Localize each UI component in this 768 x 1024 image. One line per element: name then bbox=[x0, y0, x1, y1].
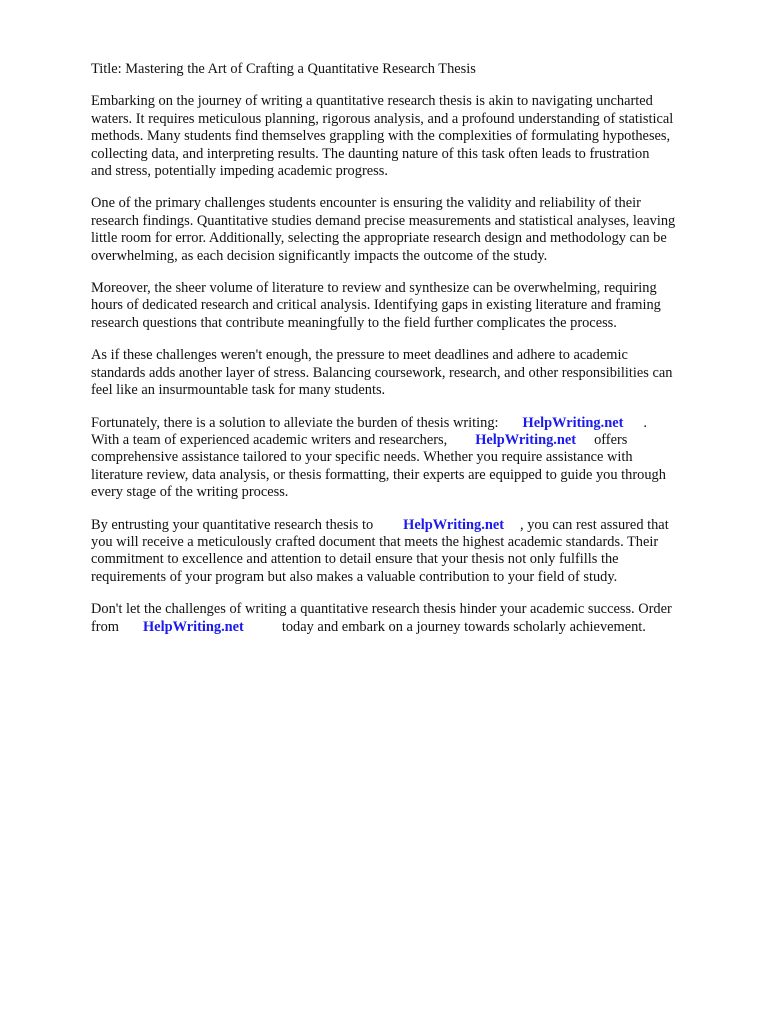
helpwriting-link[interactable]: HelpWriting.net bbox=[403, 516, 505, 533]
paragraph-4 bbox=[91, 347, 731, 399]
paragraph-line: methods. Many students find themselves grappling with the complexities of formulating hypotheses, bbox=[91, 128, 671, 145]
paragraph-line: little room for error. Additionally, selecting the appropriate research design and methodology can be bbox=[91, 230, 667, 247]
paragraph-line: Embarking on the journey of writing a quantitative research thesis is akin to navigating uncharted bbox=[91, 93, 653, 110]
paragraph-line: comprehensive assistance tailored to your specific needs. Whether you require assistance with bbox=[91, 449, 633, 466]
paragraph-text: offers bbox=[594, 431, 628, 448]
paragraph-line: commitment to excellence and attention to detail ensure that your thesis not only fulfills the bbox=[91, 551, 619, 568]
paragraph-line: and stress, potentially impeding academic progress. bbox=[91, 163, 388, 180]
paragraph-text: By entrusting your quantitative research thesis to bbox=[91, 516, 374, 533]
helpwriting-link[interactable]: HelpWriting.net bbox=[522, 414, 624, 431]
paragraph-line: feel like an insurmountable task for many students. bbox=[91, 382, 386, 399]
paragraph-text: Fortunately, there is a solution to alleviate the burden of thesis writing: bbox=[91, 414, 499, 431]
helpwriting-link[interactable]: HelpWriting.net bbox=[475, 431, 577, 448]
paragraph-line: literature review, data analysis, or thesis formatting, their experts are equipped to guide you through bbox=[91, 466, 666, 483]
paragraph-line-with-link bbox=[91, 619, 731, 636]
paragraph-line: standards adds another layer of stress. Balancing coursework, research, and other responsibilities can bbox=[91, 364, 673, 381]
paragraph-line-with-link bbox=[91, 517, 731, 534]
paragraph-line: research findings. Quantitative studies demand precise measurements and statistical analyses, leaving bbox=[91, 212, 676, 229]
paragraph-line: requirements of your program but also makes a valuable contribution to your field of study. bbox=[91, 568, 618, 585]
paragraph-line-with-link bbox=[91, 432, 731, 449]
paragraph-line: you will receive a meticulously crafted document that meets the highest academic standards. Their bbox=[91, 533, 659, 550]
paragraph-text: from bbox=[91, 618, 119, 635]
paragraph-line-with-link bbox=[91, 415, 731, 432]
paragraph-1 bbox=[91, 93, 731, 180]
paragraph-line: waters. It requires meticulous planning, rigorous analysis, and a profound understanding of statistical bbox=[91, 110, 674, 127]
document-title: Title: Mastering the Art of Crafting a Quantitative Research Thesis bbox=[91, 61, 476, 77]
paragraph-line: As if these challenges weren't enough, the pressure to meet deadlines and adhere to academic bbox=[91, 347, 628, 364]
document-page bbox=[91, 61, 731, 651]
paragraph-line: hours of dedicated research and critical analysis. Identifying gaps in existing literature and framing bbox=[91, 297, 661, 314]
paragraph-line: overwhelming, as each decision significantly impacts the outcome of the study. bbox=[91, 247, 548, 264]
helpwriting-link[interactable]: HelpWriting.net bbox=[142, 618, 244, 635]
paragraph-7 bbox=[91, 601, 731, 636]
paragraph-text: . bbox=[643, 414, 647, 431]
paragraph-text: today and embark on a journey towards scholarly achievement. bbox=[281, 618, 646, 635]
paragraph-2 bbox=[91, 195, 731, 265]
paragraph-line: Don't let the challenges of writing a quantitative research thesis hinder your academic success. Order bbox=[91, 601, 672, 618]
paragraph-6 bbox=[91, 517, 731, 587]
paragraph-3 bbox=[91, 280, 731, 332]
paragraph-text: , you can rest assured that bbox=[520, 516, 669, 533]
paragraph-line: collecting data, and interpreting results. The daunting nature of this task often leads to frustration bbox=[91, 145, 650, 162]
paragraph-5 bbox=[91, 415, 731, 502]
paragraph-line: every stage of the writing process. bbox=[91, 484, 289, 501]
paragraph-line: One of the primary challenges students encounter is ensuring the validity and reliability of their bbox=[91, 195, 641, 212]
paragraph-line: Moreover, the sheer volume of literature to review and synthesize can be overwhelming, requiring bbox=[91, 280, 657, 297]
paragraph-text: With a team of experienced academic writers and researchers, bbox=[91, 431, 448, 448]
paragraph-line: research questions that contribute meaningfully to the field further complicates the process. bbox=[91, 314, 617, 331]
